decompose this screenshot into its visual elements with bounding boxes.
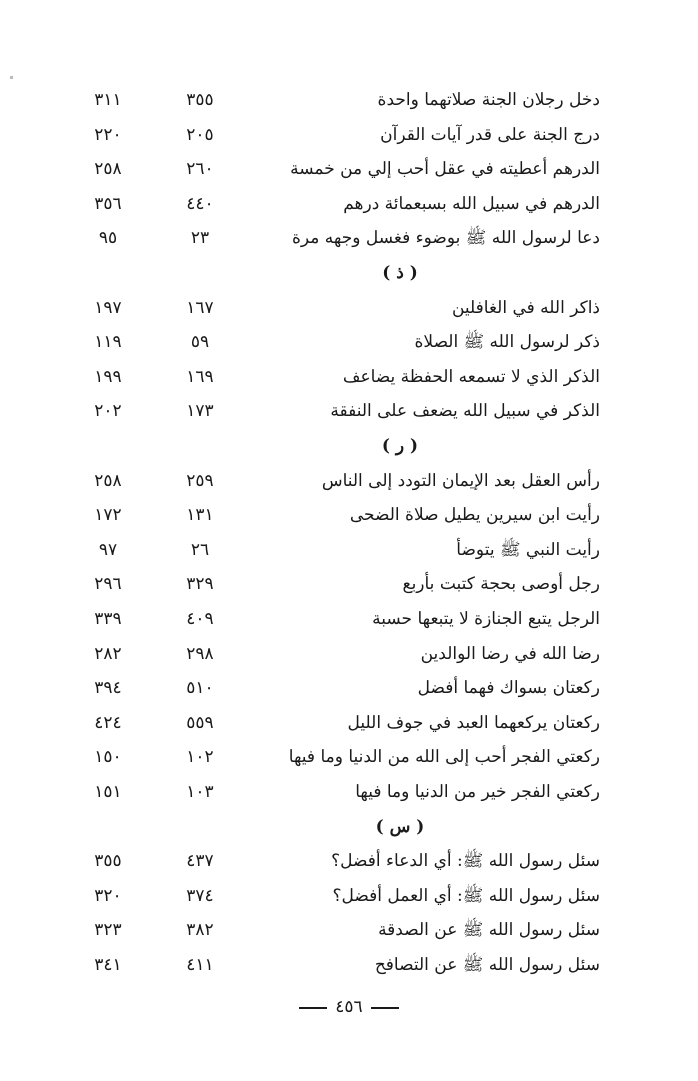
entry-number-primary: ٤٠٩	[186, 609, 214, 629]
entry-number-primary: ٣٢٩	[186, 574, 214, 595]
index-row	[60, 567, 600, 601]
index-row	[60, 152, 600, 186]
index-row	[60, 637, 600, 671]
entry-number-secondary: ٢٥٨	[94, 470, 122, 491]
entry-number-secondary: ١٥٠	[94, 747, 122, 768]
entry-number-secondary: ٣٥٥	[94, 851, 122, 872]
index-row	[60, 533, 600, 567]
entry-number-primary: ٢٣	[190, 228, 210, 249]
entry-text: رأيت النبي ﷺ يتوضأ	[456, 539, 600, 560]
index-row	[60, 706, 600, 740]
entry-number-primary: ٥٩	[190, 332, 210, 353]
entry-number-secondary: ٩٧	[98, 539, 118, 560]
entry-text: ذكر لرسول الله ﷺ الصلاة	[414, 332, 600, 353]
scan-speck	[10, 76, 13, 79]
entry-text: سئل رسول الله ﷺ عن التصافح	[374, 955, 600, 975]
entry-number-primary: ١٦٧	[186, 297, 214, 318]
entry-number-secondary: ٣٣٩	[94, 609, 122, 629]
entry-number-primary: ٥٥٩	[186, 712, 214, 733]
index-row	[60, 221, 600, 255]
entry-number-primary: ١٧٣	[186, 401, 214, 422]
entry-number-primary: ١٠٢	[186, 747, 214, 768]
entry-number-primary: ٢٦٠	[186, 159, 214, 180]
entry-text: ركعتان يركعهما العبد في جوف الليل	[347, 712, 600, 733]
entry-text: ركعتي الفجر خير من الدنيا وما فيها	[355, 782, 600, 802]
entry-number-primary: ١٦٩	[186, 366, 214, 387]
index-row	[60, 948, 600, 982]
index-row	[60, 913, 600, 947]
entry-text: الذكر الذي لا تسمعه الحفظة يضاعف	[342, 366, 600, 387]
section-heading: ( ذ )	[382, 263, 418, 283]
entry-text: ركعتي الفجر أحب إلى الله من الدنيا وما فيها	[288, 747, 600, 768]
index-row	[60, 498, 600, 532]
entry-text: سئل رسول الله ﷺ عن الصدقة	[378, 920, 600, 941]
index-row	[60, 187, 600, 221]
index-row	[60, 360, 600, 394]
index-row	[60, 671, 600, 705]
entry-number-secondary: ١٧٢	[94, 505, 122, 526]
entry-number-primary: ٥١٠	[186, 678, 214, 699]
index-row	[60, 118, 600, 152]
entry-number-primary: ٣٧٤	[186, 885, 214, 906]
entry-number-primary: ٤١١	[186, 955, 214, 975]
entry-number-secondary: ٢٩٦	[94, 574, 122, 595]
entry-number-secondary: ١١٩	[94, 332, 122, 353]
entry-number-secondary: ١٩٧	[94, 297, 122, 318]
entry-number-primary: ١٠٣	[186, 782, 214, 802]
entry-number-secondary: ٣٥٦	[94, 193, 122, 214]
entry-text: رأس العقل بعد الإيمان التودد إلى الناس	[321, 470, 600, 491]
entry-text: رأيت ابن سيرين يطيل صلاة الضحى	[349, 505, 600, 526]
entry-number-secondary: ٣١١	[94, 90, 122, 110]
index-row	[60, 394, 600, 428]
index-row	[60, 740, 600, 774]
footer-dash-left	[371, 1007, 399, 1009]
entry-number-primary: ٢٦	[190, 539, 210, 560]
entry-number-secondary: ٣٢٠	[94, 885, 122, 906]
entry-text: دخل رجلان الجنة صلاتهما واحدة	[377, 90, 600, 110]
page-footer	[0, 990, 698, 1024]
entry-number-primary: ٢٥٩	[186, 470, 214, 491]
index-row	[60, 602, 600, 636]
section-heading: ( س )	[375, 816, 425, 837]
entry-number-secondary: ٢٥٨	[94, 159, 122, 180]
entry-number-secondary: ٢٨٢	[94, 643, 122, 664]
entry-text: الدرهم أعطيته في عقل أحب إلي من خمسة	[290, 159, 600, 180]
index-row	[60, 844, 600, 878]
section-heading: ( ر )	[381, 436, 419, 456]
footer-dash-right	[299, 1007, 327, 1009]
index-row	[60, 325, 600, 359]
index-row	[60, 83, 600, 117]
entry-number-primary: ٤٤٠	[186, 193, 214, 214]
entry-text: الرجل يتبع الجنازة لا يتبعها حسبة	[372, 609, 600, 629]
entry-number-secondary: ٢٠٢	[94, 401, 122, 422]
entry-number-primary: ٣٥٥	[186, 90, 214, 110]
entry-text: رضا الله في رضا الوالدين	[420, 643, 600, 664]
index-row	[60, 879, 600, 913]
entry-number-primary: ٢٠٥	[186, 124, 214, 145]
entry-number-secondary: ١٥١	[94, 782, 122, 802]
entry-text: ركعتان بسواك فهما أفضل	[417, 678, 600, 699]
entry-text: سئل رسول الله ﷺ: أي العمل أفضل؟	[332, 885, 600, 906]
entry-number-secondary: ٤٢٤	[94, 712, 122, 733]
entry-text: درج الجنة على قدر آيات القرآن	[380, 124, 600, 145]
entry-text: رجل أوصى بحجة كتبت بأربع	[402, 574, 600, 595]
entry-text: سئل رسول الله ﷺ: أي الدعاء أفضل؟	[331, 851, 600, 872]
entry-text: الدرهم في سبيل الله بسبعمائة درهم	[343, 193, 600, 214]
entry-text: الذكر في سبيل الله يضعف على النفقة	[330, 401, 600, 422]
entry-number-secondary: ٢٢٠	[94, 124, 122, 145]
entry-number-secondary: ٣٢٣	[94, 920, 122, 941]
index-row	[60, 291, 600, 325]
entry-text: دعا لرسول الله ﷺ بوضوء فغسل وجهه مرة	[292, 228, 600, 249]
entry-number-primary: ٣٨٢	[186, 920, 214, 941]
entry-number-secondary: ١٩٩	[94, 366, 122, 387]
entry-number-secondary: ٩٥	[98, 228, 118, 249]
page-number: ٤٥٦	[335, 997, 363, 1017]
entry-number-primary: ٢٩٨	[186, 643, 214, 664]
index-row	[60, 775, 600, 809]
entry-text: ذاكر الله في الغافلين	[451, 297, 600, 318]
entry-number-primary: ١٣١	[186, 505, 214, 526]
entry-number-secondary: ٣٤١	[94, 955, 122, 975]
index-row	[60, 464, 600, 498]
entry-number-secondary: ٣٩٤	[94, 678, 122, 699]
entry-number-primary: ٤٣٧	[186, 851, 214, 872]
